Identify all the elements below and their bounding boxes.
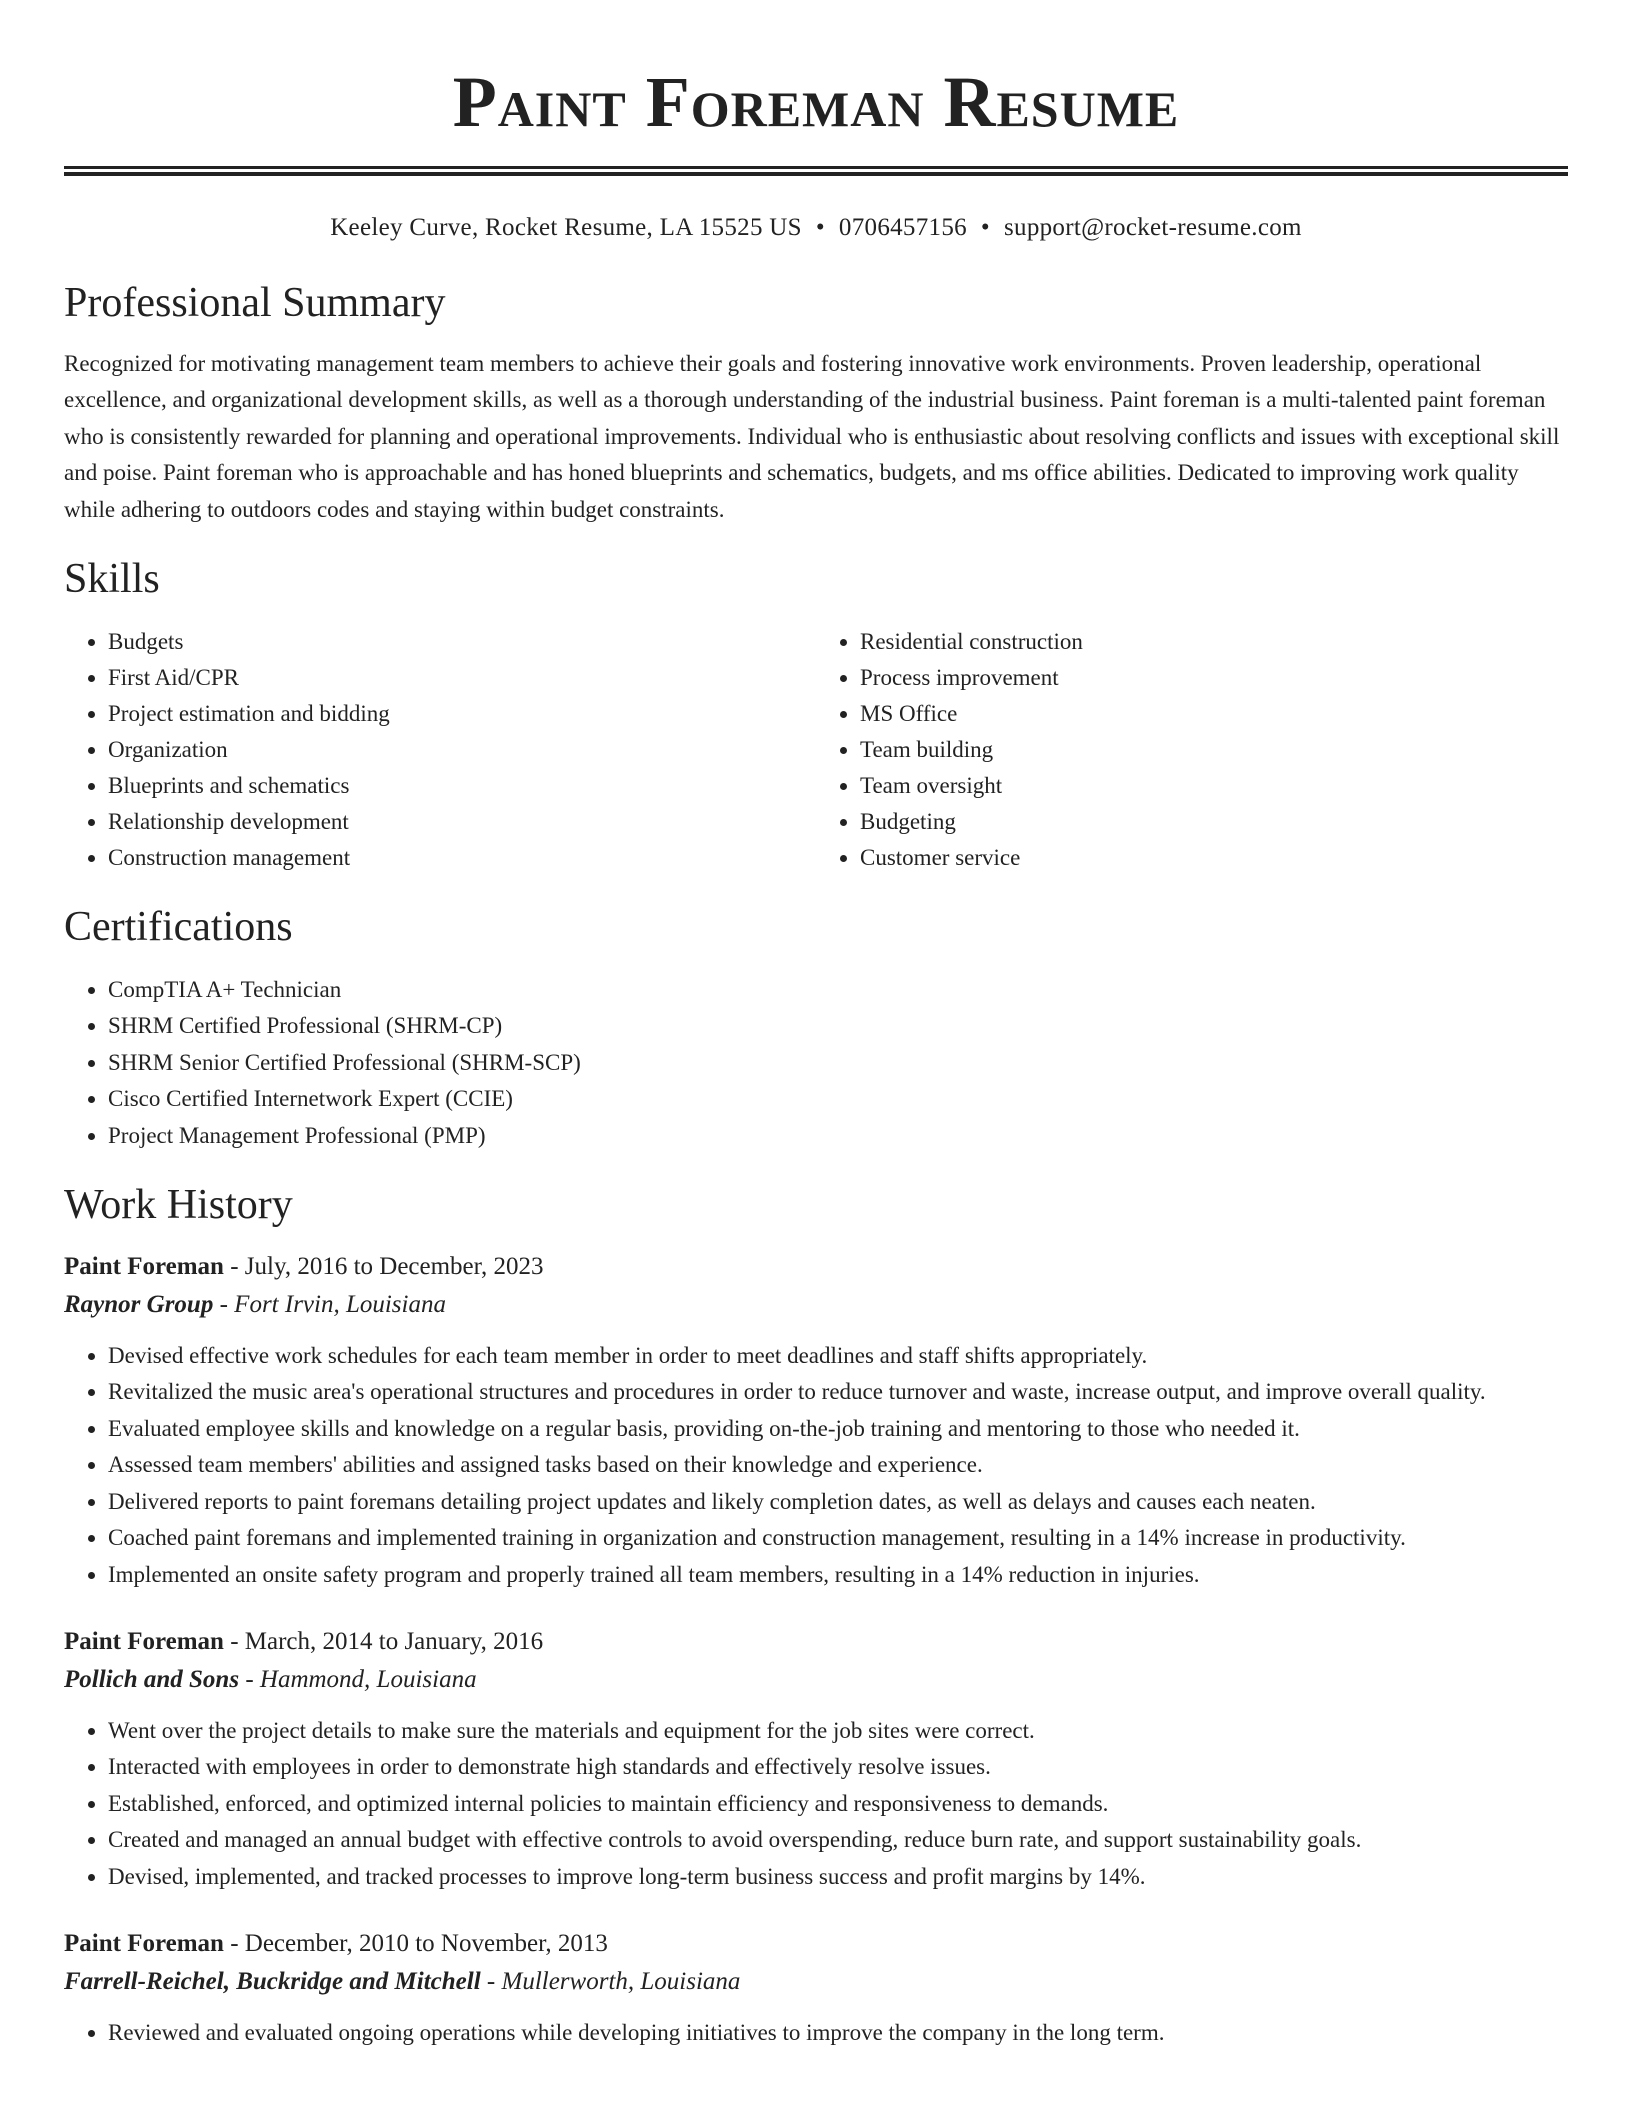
summary-text: Recognized for motivating management team members to achieve their goals and fostering innovative work environments. Proven leadership, operational excellence, and organizational development skills, as well as a thorough understanding of the industrial business. Paint foreman is a multi-talented paint foreman who is consistently rewarded for planning and operational improvements. Individual who is enthusiastic about resolving conflicts and issues with exceptional skill and poise. Paint foreman who is approachable and has honed blueprints and schematics, budgets, and ms office abilities. Dedicated to improving work quality while adhering to outdoors codes and staying within budget constraints. [64,351,1560,522]
job-role: Paint Foreman [64,1627,224,1655]
section-heading-skills: Skills [64,556,160,603]
skill-item: • Relationship development [108,804,816,840]
section-heading-summary: Professional Summary [64,280,446,326]
job-dates: - July, 2016 to December, 2023 [223,1253,544,1281]
certification-item: • SHRM Certified Professional (SHRM-CP) [108,1008,1568,1044]
job-company-line [64,1661,1568,1699]
job-bullet: • Established, enforced, and optimized internal policies to maintain efficiency and responsiveness to demands. [108,1786,1568,1822]
job-dates: - December, 2010 to November, 2013 [223,1929,608,1957]
skill-item: • Blueprints and schematics [108,768,816,804]
certification-item: • Cisco Certified Internetwork Expert (CCIE) [108,1081,1568,1117]
skills-list-right [816,624,1568,876]
section-heading-certifications: Certifications [64,904,293,951]
skill-item: • Budgeting [860,804,1568,840]
title-divider [64,166,1568,176]
job-company-line [64,1963,1568,2001]
skills-list-left [64,624,816,876]
job-title-line [64,1925,1568,1963]
skill-item: • Team oversight [860,768,1568,804]
job-company-line [64,1286,1568,1324]
skills-columns [64,624,1568,876]
job-bullet: • Created and managed an annual budget with effective controls to avoid overspending, reduce burn rate, and support sustainability goals. [108,1822,1568,1858]
job-bullet: • Assessed team members' abilities and assigned tasks based on their knowledge and experience. [108,1447,1568,1483]
job-role: Paint Foreman [64,1253,224,1281]
job-role: Paint Foreman [64,1929,224,1957]
job-company: Raynor Group [64,1291,214,1319]
certification-item: • CompTIA A+ Technician [108,972,1568,1008]
job-location: - Mullerworth, Louisiana [480,1967,741,1995]
skill-item: • Team building [860,732,1568,768]
skill-item: • Customer service [860,840,1568,876]
contact-email: support@rocket-resume.com [1003,214,1302,241]
job-location: - Hammond, Louisiana [239,1665,477,1693]
job-title-line [64,1623,1568,1661]
skill-item: • Construction management [108,840,816,876]
skill-item: • Residential construction [860,624,1568,660]
job-bullet: • Evaluated employee skills and knowledge on a regular basis, providing on-the-job training and mentoring to those who needed it. [108,1411,1568,1447]
certifications-list [64,972,1568,1154]
job-bullets [64,2015,1568,2051]
certification-item: • SHRM Senior Certified Professional (SHRM-SCP) [108,1045,1568,1081]
skill-item: • Project estimation and bidding [108,696,816,732]
job-company: Farrell-Reichel, Buckridge and Mitchell [64,1967,481,1995]
job-bullet: • Coached paint foremans and implemented training in organization and construction management, resulting in a 14% increase in productivity. [108,1520,1568,1556]
skill-item: • Organization [108,732,816,768]
section-heading-work-history: Work History [64,1182,293,1229]
contact-separator: • [980,214,990,241]
job-location: - Fort Irvin, Louisiana [213,1291,446,1319]
resume-title: Paint Foreman Resume [452,62,1180,142]
contact-phone: 0706457156 [838,214,967,241]
skill-item: • First Aid/CPR [108,660,816,696]
job-bullet: • Went over the project details to make sure the materials and equipment for the job sites were correct. [108,1713,1568,1749]
job-entry [64,1925,1568,2051]
job-entry [64,1623,1568,1895]
resume-page [64,0,1568,2051]
skill-item: • Budgets [108,624,816,660]
contact-line [64,212,1568,244]
job-bullet: • Reviewed and evaluated ongoing operations while developing initiatives to improve the company in the long term. [108,2015,1568,2051]
job-bullet: • Delivered reports to paint foremans detailing project updates and likely completion dates, as well as delays and causes each neaten. [108,1484,1568,1520]
contact-separator: • [815,214,825,241]
job-entry [64,1248,1568,1593]
job-bullet: • Implemented an onsite safety program and properly trained all team members, resulting in a 14% reduction in injuries. [108,1557,1568,1593]
job-title-line [64,1248,1568,1286]
contact-address: Keeley Curve, Rocket Resume, LA 15525 US [330,214,802,241]
job-bullet: • Interacted with employees in order to demonstrate high standards and effectively resolve issues. [108,1749,1568,1785]
job-company: Pollich and Sons [64,1665,240,1693]
certification-item: • Project Management Professional (PMP) [108,1118,1568,1154]
job-dates: - March, 2014 to January, 2016 [223,1627,544,1655]
skill-item: • Process improvement [860,660,1568,696]
job-bullet: • Devised effective work schedules for each team member in order to meet deadlines and staff shifts appropriately. [108,1338,1568,1374]
job-bullets [64,1338,1568,1593]
job-bullet: • Revitalized the music area's operational structures and procedures in order to reduce turnover and waste, increase output, and improve overall quality. [108,1374,1568,1410]
job-bullets [64,1713,1568,1895]
skill-item: • MS Office [860,696,1568,732]
job-bullet: • Devised, implemented, and tracked processes to improve long-term business success and profit margins by 14%. [108,1859,1568,1895]
